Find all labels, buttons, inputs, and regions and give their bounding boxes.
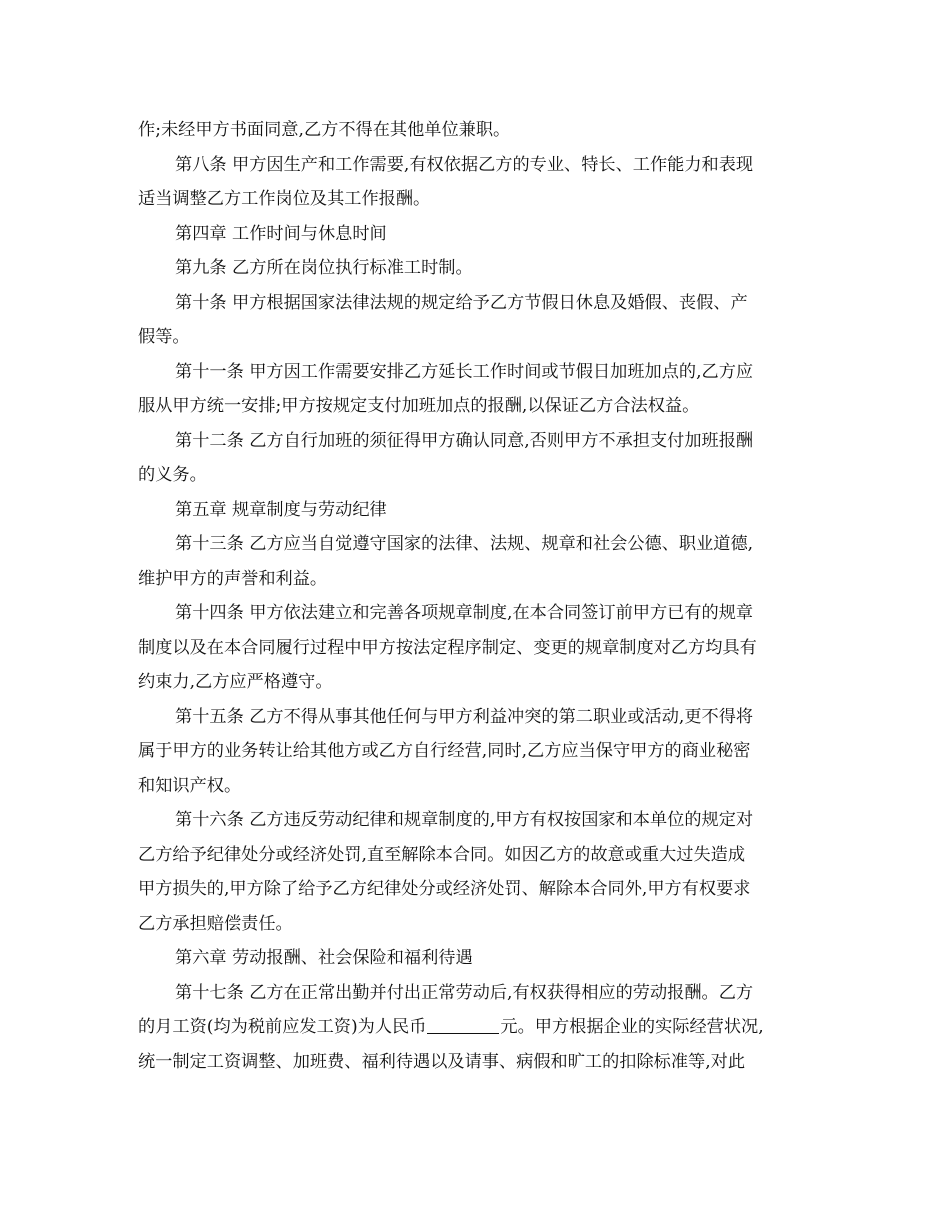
text-line: 假等。 xyxy=(138,327,190,347)
text-line: 第十四条 甲方依法建立和完善各项规章制度,在本合同签订前甲方已有的规章 xyxy=(175,603,754,623)
text-line: 和知识产权。 xyxy=(138,775,242,796)
text-line: 属于甲方的业务转让给其他方或乙方自行经营,同时,乙方应当保守甲方的商业秘密 xyxy=(138,741,751,761)
text-line: 第十五条 乙方不得从事其他任何与甲方利益冲突的第二职业或活动,更不得将 xyxy=(175,706,754,727)
text-line: 第十七条 乙方在正常出勤并付出正常劳动后,有权获得相应的劳动报酬。乙方 xyxy=(175,982,754,1003)
document-body xyxy=(138,113,818,1079)
text-line: 第九条 乙方所在岗位执行标准工时制。 xyxy=(175,258,473,278)
text-line: 第六章 劳动报酬、社会保险和福利待遇 xyxy=(175,948,473,968)
text-line: 第十一条 甲方因工作需要安排乙方延长工作时间或节假日加班加点的,乙方应 xyxy=(175,361,754,382)
text-lines xyxy=(138,113,818,1010)
text-line: 第五章 规章制度与劳动纪律 xyxy=(175,499,387,520)
text-line: 乙方承担赔偿责任。 xyxy=(138,913,293,934)
text-line: 的义务。 xyxy=(138,465,207,485)
text-line: 制度以及在本合同履行过程中甲方按法定程序制定、变更的规章制度对乙方均具有 xyxy=(138,637,757,658)
salary-blank-field xyxy=(427,1015,499,1034)
salary-text-before: 的月工资(均为税前应发工资)为人民币 xyxy=(138,1017,427,1037)
text-line: 作;未经甲方书面同意,乙方不得在其他单位兼职。 xyxy=(138,120,511,140)
text-line: 第十三条 乙方应当自觉遵守国家的法律、法规、规章和社会公德、职业道德, xyxy=(175,534,754,554)
text-line: 第四章 工作时间与休息时间 xyxy=(175,223,387,244)
text-line: 第十二条 乙方自行加班的须征得甲方确认同意,否则甲方不承担支付加班报酬 xyxy=(175,430,754,451)
text-line: 乙方给予纪律处分或经济处罚,直至解除本合同。如因乙方的故意或重大过失造成 xyxy=(138,844,746,865)
text-line: 第八条 甲方因生产和工作需要,有权依据乙方的专业、特长、工作能力和表现 xyxy=(175,154,754,175)
text-line: 约束力,乙方应严格遵守。 xyxy=(138,672,333,692)
text-line: 第十条 甲方根据国家法律法规的规定给予乙方节假日休息及婚假、丧假、产 xyxy=(175,292,748,313)
text-line: 适当调整乙方工作岗位及其工作报酬。 xyxy=(138,189,431,209)
text-line: 服从甲方统一安排;甲方按规定支付加班加点的报酬,以保证乙方合法权益。 xyxy=(138,396,700,416)
text-line-last: 统一制定工资调整、加班费、福利待遇以及请事、病假和旷工的扣除标准等,对此 xyxy=(138,1051,746,1072)
text-line: 维护甲方的声誉和利益。 xyxy=(138,568,328,589)
text-line: 甲方损失的,甲方除了给予乙方纪律处分或经济处罚、解除本合同外,甲方有权要求 xyxy=(138,879,751,899)
text-line: 第十六条 乙方违反劳动纪律和规章制度的,甲方有权按国家和本单位的规定对 xyxy=(175,810,754,830)
salary-text-after: 元。甲方根据企业的实际经营状况, xyxy=(500,1017,764,1037)
text-line-salary xyxy=(138,1010,818,1045)
